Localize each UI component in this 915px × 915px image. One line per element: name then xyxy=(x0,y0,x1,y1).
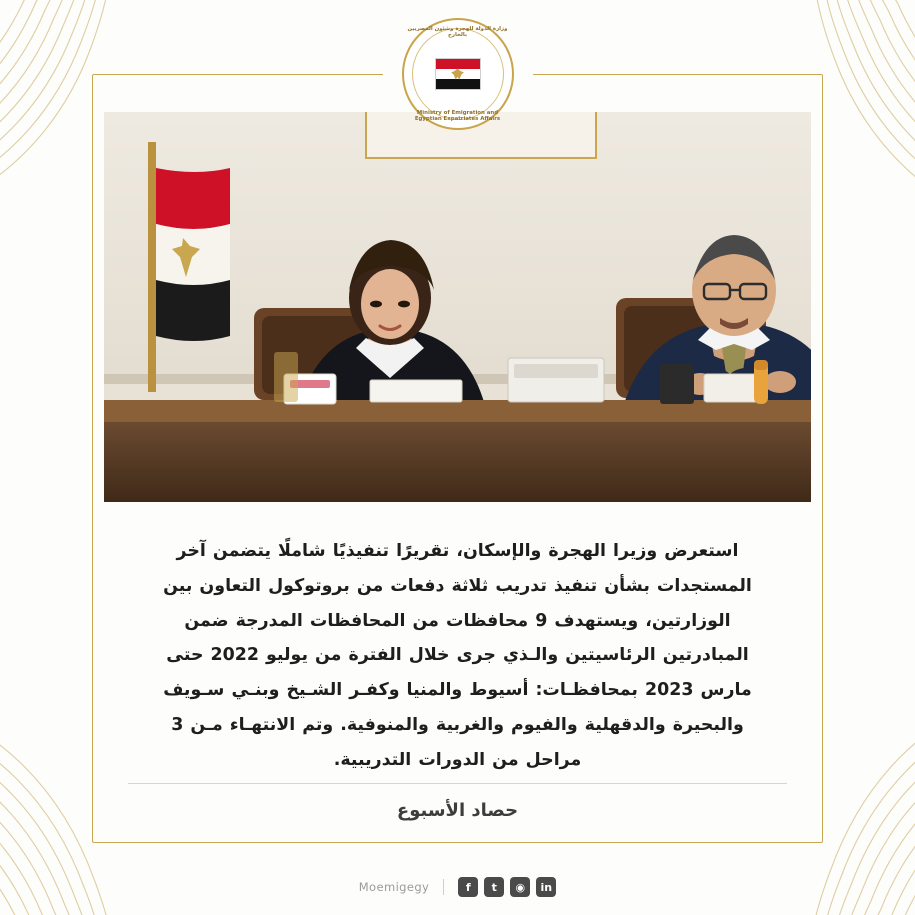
social-icons xyxy=(458,877,556,897)
footer-separator xyxy=(443,879,444,895)
linkedin-icon[interactable]: in xyxy=(536,877,556,897)
meeting-photo xyxy=(104,112,811,502)
emblem-inner-ring xyxy=(412,28,504,120)
emblem-english-ring-text: Ministry of Emigration and Egyptian Expatriates Affairs xyxy=(414,110,501,122)
article-paragraph: استعرض وزيرا الهجرة والإسكان، تقريرًا تنفيذيًا شاملًا يتضمن آخر المستجدات بشأن تنفيذ تدريب ثلاثة دفعات من بروتوكول التعاون بين الوزارتين، ويستهدف 9 محافظات من المحافظات المدرجة ضمن المبادرتين الرئاسيتين والـذي جرى خلال الفترة من يوليو 2022 حتى مارس 2023 بمحافظـات: أسيوط والمنيا وكفـر الشـيخ وبنـي سـويف والبحيرة والدقهلية والفيوم والغربية والمنوفية. وتم الانتهـاء مـن 3 مراحل من الدورات التدريبية. xyxy=(163,541,752,770)
footer-bar xyxy=(0,877,915,897)
instagram-icon[interactable]: ◉ xyxy=(510,877,530,897)
caption-divider xyxy=(128,783,787,784)
meeting-photo-illustration xyxy=(104,112,811,502)
ministry-emblem xyxy=(402,18,514,130)
emblem-arabic-ring-text: وزارة الدولة للهجرة وشئون المصريين بالخارج xyxy=(407,26,508,38)
account-handle: Moemigegy xyxy=(358,880,430,894)
facebook-icon[interactable]: f xyxy=(458,877,478,897)
series-caption: حصاد الأسبوع xyxy=(396,800,519,821)
twitter-icon[interactable]: t xyxy=(484,877,504,897)
egypt-flag-icon xyxy=(435,58,481,90)
article-text-panel xyxy=(116,512,799,802)
